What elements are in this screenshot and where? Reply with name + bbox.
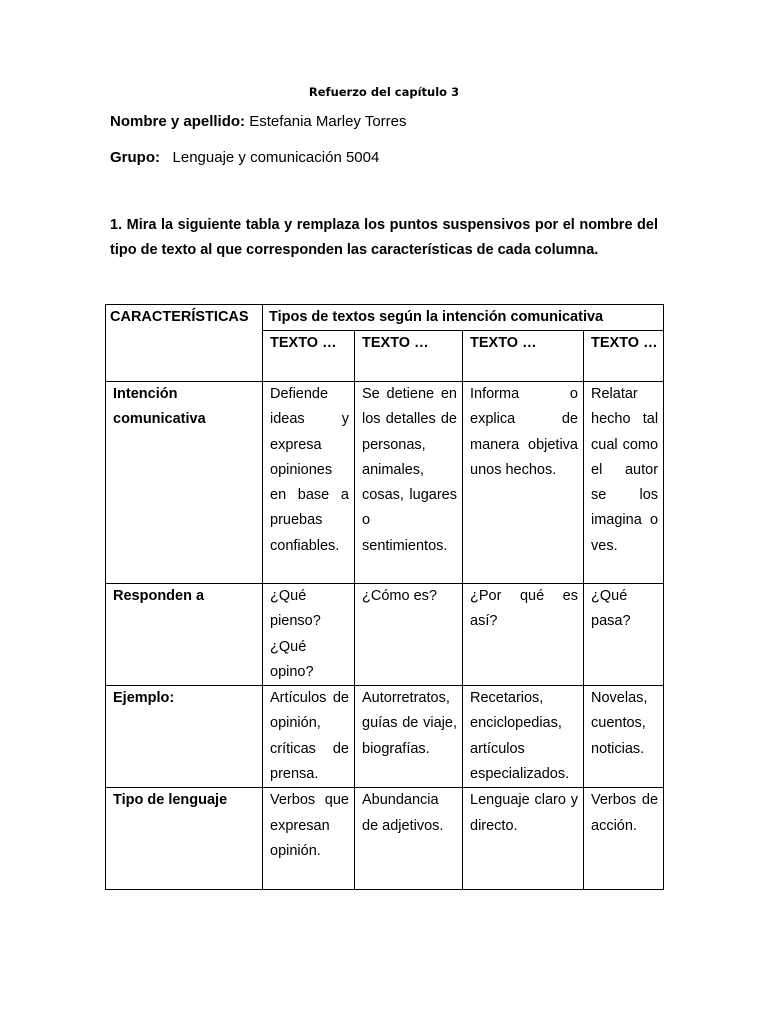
page-title: Refuerzo del capítulo 3 (308, 85, 460, 99)
table-cell: ¿Cómo es? (355, 584, 463, 686)
table-row (106, 686, 664, 788)
name-value: Estefania Marley Torres (249, 113, 407, 130)
table-row (106, 382, 664, 584)
name-label: Nombre y apellido: (110, 113, 246, 130)
row-label: Tipo de lenguaje (106, 788, 263, 890)
row-label: Intención comunicativa (106, 382, 263, 584)
column-header: TEXTO … (463, 331, 584, 382)
table-cell: Autorretratos, guías de viaje, biografías. (355, 686, 463, 788)
table-cell: Se detiene en los detalles de personas, animales, cosas, lugares o sentimientos. (355, 382, 463, 584)
column-header: TEXTO … (584, 331, 664, 382)
table-cell: Relatar hecho tal cual como el autor se los imagina o ves. (584, 382, 664, 584)
group-field (110, 149, 379, 166)
name-field (110, 113, 407, 130)
table-cell: ¿Qué pienso? ¿Qué opino? (263, 584, 355, 686)
group-header: Tipos de textos según la intención comunicativa (263, 305, 664, 331)
exercise-instructions: 1. Mira la siguiente tabla y remplaza los puntos suspensivos por el nombre del tipo de texto al que corresponden las características de cada columna. (110, 217, 658, 258)
column-header: TEXTO … (263, 331, 355, 382)
table-cell: ¿Por qué es así? (463, 584, 584, 686)
table-cell: Verbos de acción. (584, 788, 664, 890)
table-cell: Novelas, cuentos, noticias. (584, 686, 664, 788)
text-types-table (105, 304, 664, 890)
table-cell: Defiende ideas y expresa opiniones en base a pruebas confiables. (263, 382, 355, 584)
table-cell: Abundancia de adjetivos. (355, 788, 463, 890)
row-label: Ejemplo: (106, 686, 263, 788)
row-label: Responden a (106, 584, 263, 686)
table-cell: Verbos que expresan opinión. (263, 788, 355, 890)
table-row (106, 584, 664, 686)
table-row (106, 788, 664, 890)
table-cell: ¿Qué pasa? (584, 584, 664, 686)
table-cell: Informa o explica de manera objetiva unos hechos. (463, 382, 584, 584)
table-cell: Artículos de opinión, críticas de prensa. (263, 686, 355, 788)
corner-header: CARACTERÍSTICAS (106, 305, 263, 382)
table-cell: Recetarios, enciclopedias, artículos especializados. (463, 686, 584, 788)
group-value: Lenguaje y comunicación 5004 (172, 149, 380, 166)
column-header: TEXTO … (355, 331, 463, 382)
table-cell: Lenguaje claro y directo. (463, 788, 584, 890)
group-label: Grupo: (110, 149, 160, 166)
